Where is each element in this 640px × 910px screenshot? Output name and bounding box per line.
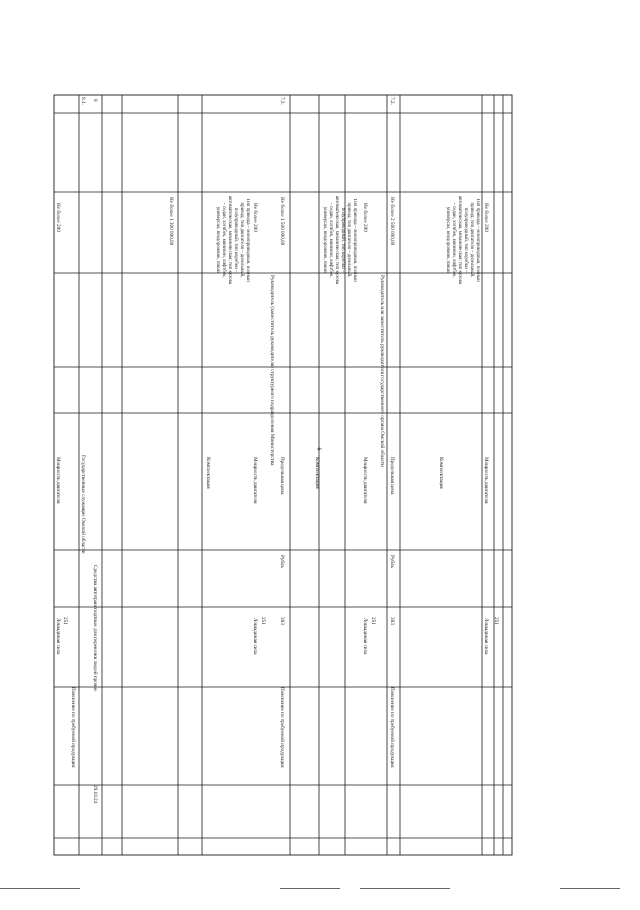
section-7-3-position: Пояснение по требуемой продукции: [279, 687, 285, 769]
scan-edge-mark [280, 888, 340, 889]
section-7-3-set-value-box [170, 195, 250, 285]
section-7-3-price-param: Предельная цена [279, 457, 285, 495]
section-7-2-value: Не более 200 [362, 203, 368, 232]
section-8-1-code: 251 [62, 617, 68, 625]
section-7-2-position: Пояснение по требуемой продукции: [389, 687, 395, 769]
section-7-2-num: 7.2. [389, 97, 395, 105]
section-7-2-parameter: Мощность двигателя [362, 457, 368, 504]
section-7-2-price-code: 383 [389, 617, 395, 625]
section-8-1-num: 8.1. [80, 97, 86, 105]
section-8-1-parameter: Мощность двигателя [55, 457, 61, 504]
section-7-3-characteristic: Лошадиная сила [252, 618, 258, 655]
section-7-3-set-param: Комплектация [205, 457, 211, 489]
section-7-3-group: Руководитель (заместитель руководителя) структурного подразделения Министерства [269, 275, 275, 466]
section-7-2-group: Руководитель или заместитель руководителя государственного органа Омской области [379, 275, 385, 467]
section-7-2-set-value: Тип привода – моноприводный, полный привод; тип двигателя – дизельный, полуприводный, тип коробки – автоматическая, механическая; тип кузова – седан, хэтчбек, минивэн, лифтбек, универсал, внедорожник, пикап [322, 195, 357, 285]
row-code: 251 [493, 617, 499, 625]
section-8-okpd: 29.10.24 [92, 785, 98, 804]
section-7-3-price-code: 383 [279, 617, 285, 625]
section-7-2-price-param: Предельная цена [389, 457, 395, 495]
section-7-2-code: 251 [370, 617, 376, 625]
row-characteristic: Лошадиная сила [483, 618, 489, 655]
section-8-num: 8 [92, 99, 98, 102]
section-8-1-characteristic: Лошадиная сила [55, 618, 61, 655]
section-7-3-price-unit: Рубль [279, 555, 285, 568]
section-7-3-price-value-2: Не более 1 300 000,00 [168, 197, 174, 246]
section-8-1-position: Пояснение по требуемой продукции: [70, 687, 76, 769]
row-set-param: Комплектация [438, 457, 444, 489]
scan-edge-mark [560, 888, 620, 889]
row-parameter: Мощность двигателя [483, 457, 489, 504]
section-7-3-num: 7.3. [279, 97, 285, 105]
page-number: 9 [317, 447, 324, 451]
section-8-title: Средства автотранспортные для перевозки людей прочие [92, 565, 98, 692]
section-7-2-price-unit: Рубль [389, 555, 395, 568]
section-7-3-code: 251 [260, 617, 266, 625]
scan-edge-mark [0, 888, 80, 889]
section-7-3-price-value: Не более 1 500 000,00 [279, 197, 285, 246]
row-value: Не более 200 [483, 203, 489, 232]
section-7-2-set-value-box [277, 195, 357, 285]
section-8-1-value: Не более 200 [55, 203, 61, 232]
row-set-value-box [402, 195, 480, 285]
section-7-2-set-param: Комплектация [314, 457, 320, 489]
section-7-3-set-value: Тип привода – моноприводный, полный привод; тип двигателя – дизельный, полуприводный, тип коробки – автоматическая, механическая; тип кузова – седан, хэтчбек, минивэн, лифтбек, универсал, внедорожник, пикап [215, 195, 250, 285]
section-7-2-price-value: Не более 2 500 000,00 [389, 197, 395, 246]
section-7-2-characteristic: Лошадиная сила [362, 618, 368, 655]
section-7-3-parameter: Мощность двигателя [252, 457, 258, 504]
row-set-value: Тип привода – моноприводный, полный привод; тип двигателя – дизельный, полуприводный, тип коробки – автоматическая, механическая; тип кузова – седан, хэтчбек, минивэн, лифтбек, универсал, внедорожник, пикап [445, 195, 480, 285]
section-8-1-group: Государственные служащие Омской области [80, 455, 86, 554]
scan-edge-mark [360, 888, 450, 889]
section-7-3-value: Не более 200 [252, 203, 258, 232]
